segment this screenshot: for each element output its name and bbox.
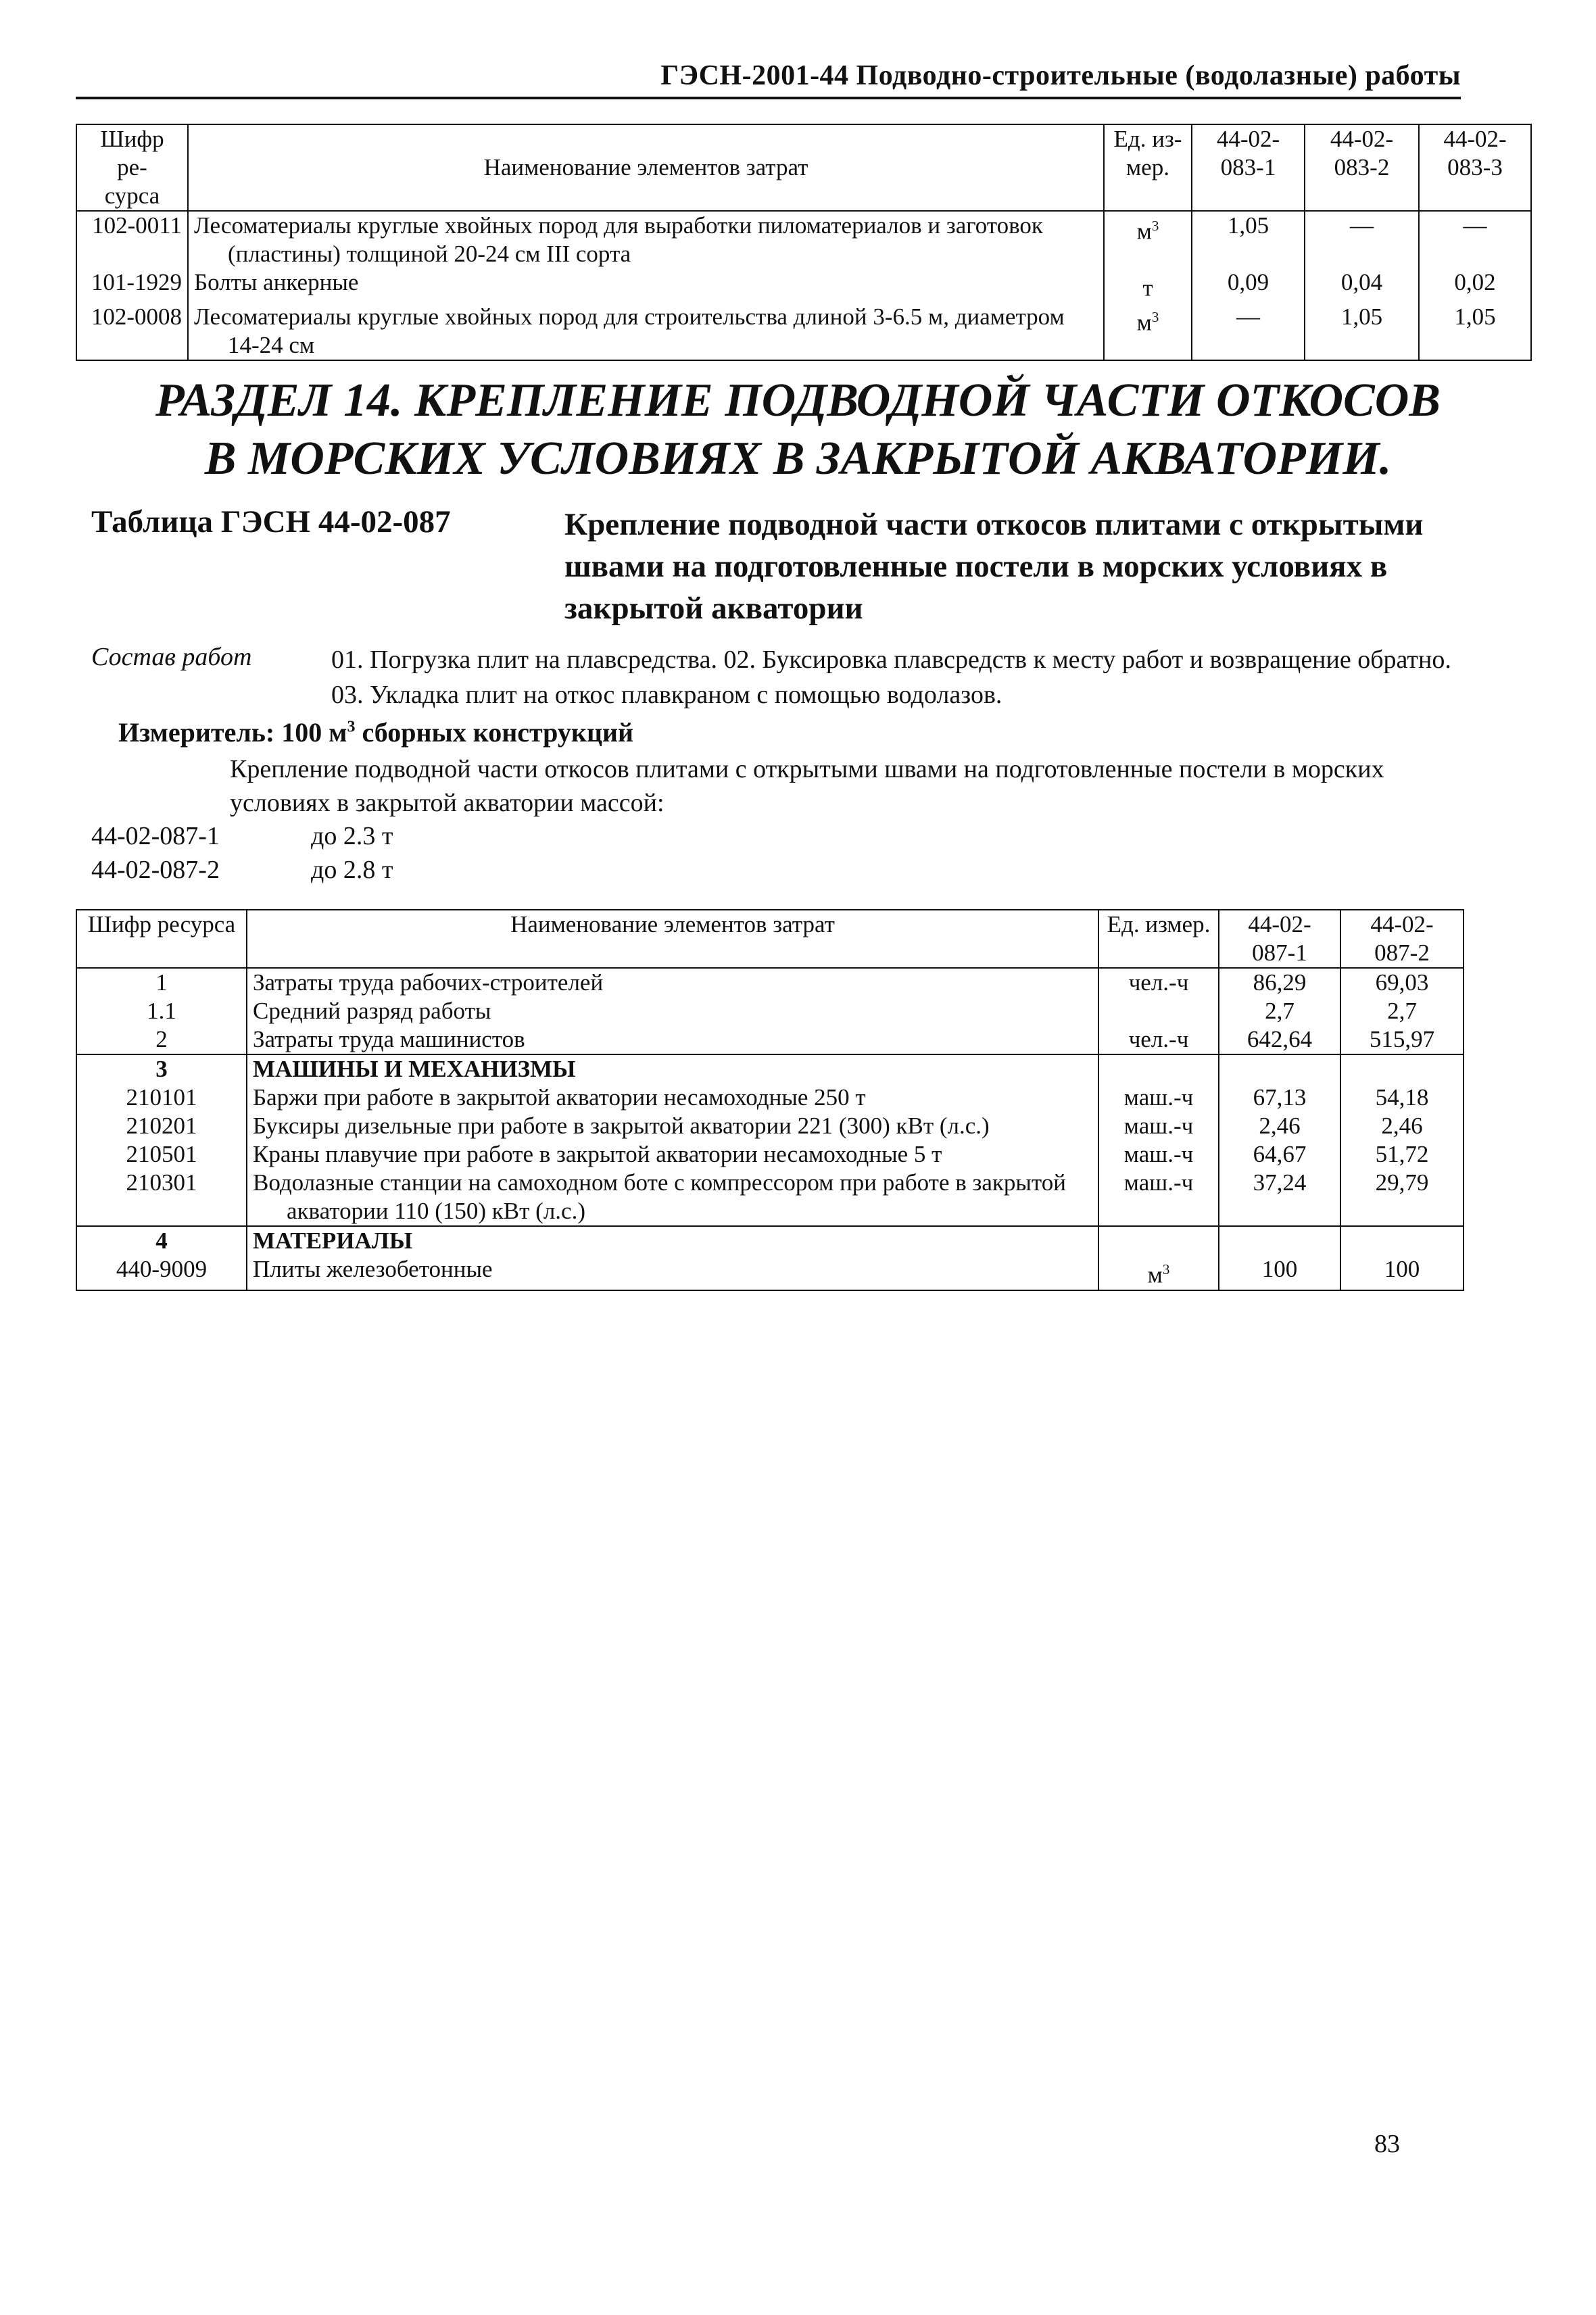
row-value-2: 2,46	[1340, 1112, 1464, 1140]
row-value-1: 86,29	[1219, 968, 1340, 997]
row-value-2	[1340, 1054, 1464, 1083]
row-name: Затраты труда машинистов	[247, 1025, 1098, 1054]
row-code: 2	[76, 1025, 247, 1054]
header-name: Наименование элементов затрат	[247, 910, 1098, 968]
row-code: 102-0011	[76, 211, 188, 268]
header-code: Шифр ре- сурса	[76, 124, 188, 211]
row-value-3: —	[1419, 211, 1531, 268]
row-value-1: 2,46	[1219, 1112, 1340, 1140]
header-code: Шифр ресурса	[76, 910, 247, 968]
row-value-1: 1,05	[1192, 211, 1305, 268]
row-code: 1.1	[76, 997, 247, 1025]
row-unit: $м^3$	[1098, 1255, 1219, 1290]
row-code: 440-9009	[76, 1255, 247, 1290]
row-value-2: 0,04	[1305, 268, 1419, 303]
row-name: Лесоматериалы круглые хвойных пород для выработки пиломатериалов и заготовок (пластины) толщиной 20-24 см III сорта	[188, 211, 1104, 268]
header-col2: 44-02- 087-2	[1340, 910, 1464, 968]
table-label: Таблица ГЭСН 44-02-087	[91, 504, 451, 539]
row-value-1: 0,09	[1192, 268, 1305, 303]
row-value-2: 54,18	[1340, 1083, 1464, 1112]
table-row	[76, 1140, 1464, 1169]
row-code: 1	[76, 968, 247, 997]
row-code: 102-0008	[76, 303, 188, 360]
variant-value-2: до 2.8 т	[311, 856, 393, 884]
table-row	[76, 211, 1531, 268]
variant-code-1: 44-02-087-1	[91, 822, 220, 850]
row-code: 210301	[76, 1169, 247, 1226]
row-value-1: 64,67	[1219, 1140, 1340, 1169]
row-value-2: 51,72	[1340, 1140, 1464, 1169]
row-value-2: 2,7	[1340, 997, 1464, 1025]
row-value-3: 0,02	[1419, 268, 1531, 303]
row-code: 210501	[76, 1140, 247, 1169]
row-value-1	[1219, 1226, 1340, 1255]
row-value-1: 642,64	[1219, 1025, 1340, 1054]
composition-text: 01. Погрузка плит на плавсредства. 02. Буксировка плавсредств к месту работ и возвращение обратно. 03. Укладка плит на откос плавкраном с помощью водолазов.	[331, 645, 1451, 709]
row-value-2: 29,79	[1340, 1169, 1464, 1226]
table-row	[76, 303, 1531, 360]
table-row	[76, 268, 1531, 303]
measure-unit: Измеритель: 100 $м^3$ сборных конструкций	[118, 717, 634, 748]
row-name: Лесоматериалы круглые хвойных пород для строительства длиной 3-6.5 м, диаметром 14-24 см	[188, 303, 1104, 360]
row-value-2: 515,97	[1340, 1025, 1464, 1054]
main-table-header	[76, 910, 1464, 968]
variant-code-2: 44-02-087-2	[91, 856, 220, 884]
row-unit: $м^3$	[1104, 303, 1192, 360]
header-unit: Ед. из- мер.	[1104, 124, 1192, 211]
row-unit: т	[1104, 268, 1192, 303]
row-name: Болты анкерные	[188, 268, 1104, 303]
row-name: Средний разряд работы	[247, 997, 1098, 1025]
row-value-2: 100	[1340, 1255, 1464, 1290]
table-row	[76, 1025, 1464, 1054]
table-title: Крепление подводной части откосов плитами с открытыми швами на подготовленные постели в морских условиях в закрытой акватории	[564, 507, 1424, 626]
row-value-1: 100	[1219, 1255, 1340, 1290]
header-col3: 44-02- 083-3	[1419, 124, 1531, 211]
running-header: ГЭСН-2001-44 Подводно-строительные (водолазные) работы	[660, 60, 1461, 91]
row-name: Баржи при работе в закрытой акватории несамоходные 250 т	[247, 1083, 1098, 1112]
row-code: 101-1929	[76, 268, 188, 303]
row-unit	[1098, 997, 1219, 1025]
top-table-header	[76, 124, 1531, 211]
header-col1: 44-02- 087-1	[1219, 910, 1340, 968]
row-unit: маш.-ч	[1098, 1140, 1219, 1169]
row-value-1	[1219, 1054, 1340, 1083]
row-name: Затраты труда рабочих-строителей	[247, 968, 1098, 997]
row-unit: маш.-ч	[1098, 1112, 1219, 1140]
section-title-line-2: В МОРСКИХ УСЛОВИЯХ В ЗАКРЫТОЙ АКВАТОРИИ.	[204, 433, 1392, 485]
row-value-1: 2,7	[1219, 997, 1340, 1025]
row-name: Буксиры дизельные при работе в закрытой акватории 221 (300) кВт (л.с.)	[247, 1112, 1098, 1140]
row-name: Водолазные станции на самоходном боте с компрессором при работе в закрытой акватории 110 (150) кВт (л.с.)	[247, 1169, 1098, 1226]
header-rule	[76, 97, 1461, 99]
row-code: 3	[76, 1054, 247, 1083]
composition-label: Состав работ	[91, 643, 252, 671]
row-value-2: 69,03	[1340, 968, 1464, 997]
table-row	[76, 1169, 1464, 1226]
row-value-2	[1340, 1226, 1464, 1255]
row-code: 4	[76, 1226, 247, 1255]
table-row	[76, 1112, 1464, 1140]
table-row	[76, 1083, 1464, 1112]
header-col1: 44-02- 083-1	[1192, 124, 1305, 211]
variant-description: Крепление подводной части откосов плитами с открытыми швами на подготовленные постели в морских условиях в закрытой акватории массой:	[230, 755, 1384, 817]
row-value-1: 37,24	[1219, 1169, 1340, 1226]
main-resource-table	[76, 909, 1464, 1291]
row-unit: маш.-ч	[1098, 1083, 1219, 1112]
row-value-1: —	[1192, 303, 1305, 360]
table-row	[76, 1226, 1464, 1255]
row-unit: $м^3$	[1104, 211, 1192, 268]
row-name: Плиты железобетонные	[247, 1255, 1098, 1290]
row-unit	[1098, 1054, 1219, 1083]
row-unit	[1098, 1226, 1219, 1255]
section-title-line-1: РАЗДЕЛ 14. КРЕПЛЕНИЕ ПОДВОДНОЙ ЧАСТИ ОТКОСОВ	[155, 374, 1441, 427]
row-value-3: 1,05	[1419, 303, 1531, 360]
table-row	[76, 968, 1464, 997]
row-unit: чел.-ч	[1098, 1025, 1219, 1054]
section-title	[0, 372, 1596, 488]
row-code: 210201	[76, 1112, 247, 1140]
variant-value-1: до 2.3 т	[311, 822, 393, 850]
table-row	[76, 1255, 1464, 1290]
row-name: МАТЕРИАЛЫ	[247, 1226, 1098, 1255]
header-unit: Ед. измер.	[1098, 910, 1219, 968]
page-number: 83	[1374, 2130, 1400, 2158]
table-row	[76, 997, 1464, 1025]
row-value-2: —	[1305, 211, 1419, 268]
row-value-2: 1,05	[1305, 303, 1419, 360]
top-resource-table	[76, 124, 1532, 361]
row-unit: чел.-ч	[1098, 968, 1219, 997]
header-name: Наименование элементов затрат	[188, 124, 1104, 211]
table-row	[76, 1054, 1464, 1083]
row-name: МАШИНЫ И МЕХАНИЗМЫ	[247, 1054, 1098, 1083]
row-unit: маш.-ч	[1098, 1169, 1219, 1226]
row-value-1: 67,13	[1219, 1083, 1340, 1112]
header-col2: 44-02- 083-2	[1305, 124, 1419, 211]
row-name: Краны плавучие при работе в закрытой акватории несамоходные 5 т	[247, 1140, 1098, 1169]
row-code: 210101	[76, 1083, 247, 1112]
